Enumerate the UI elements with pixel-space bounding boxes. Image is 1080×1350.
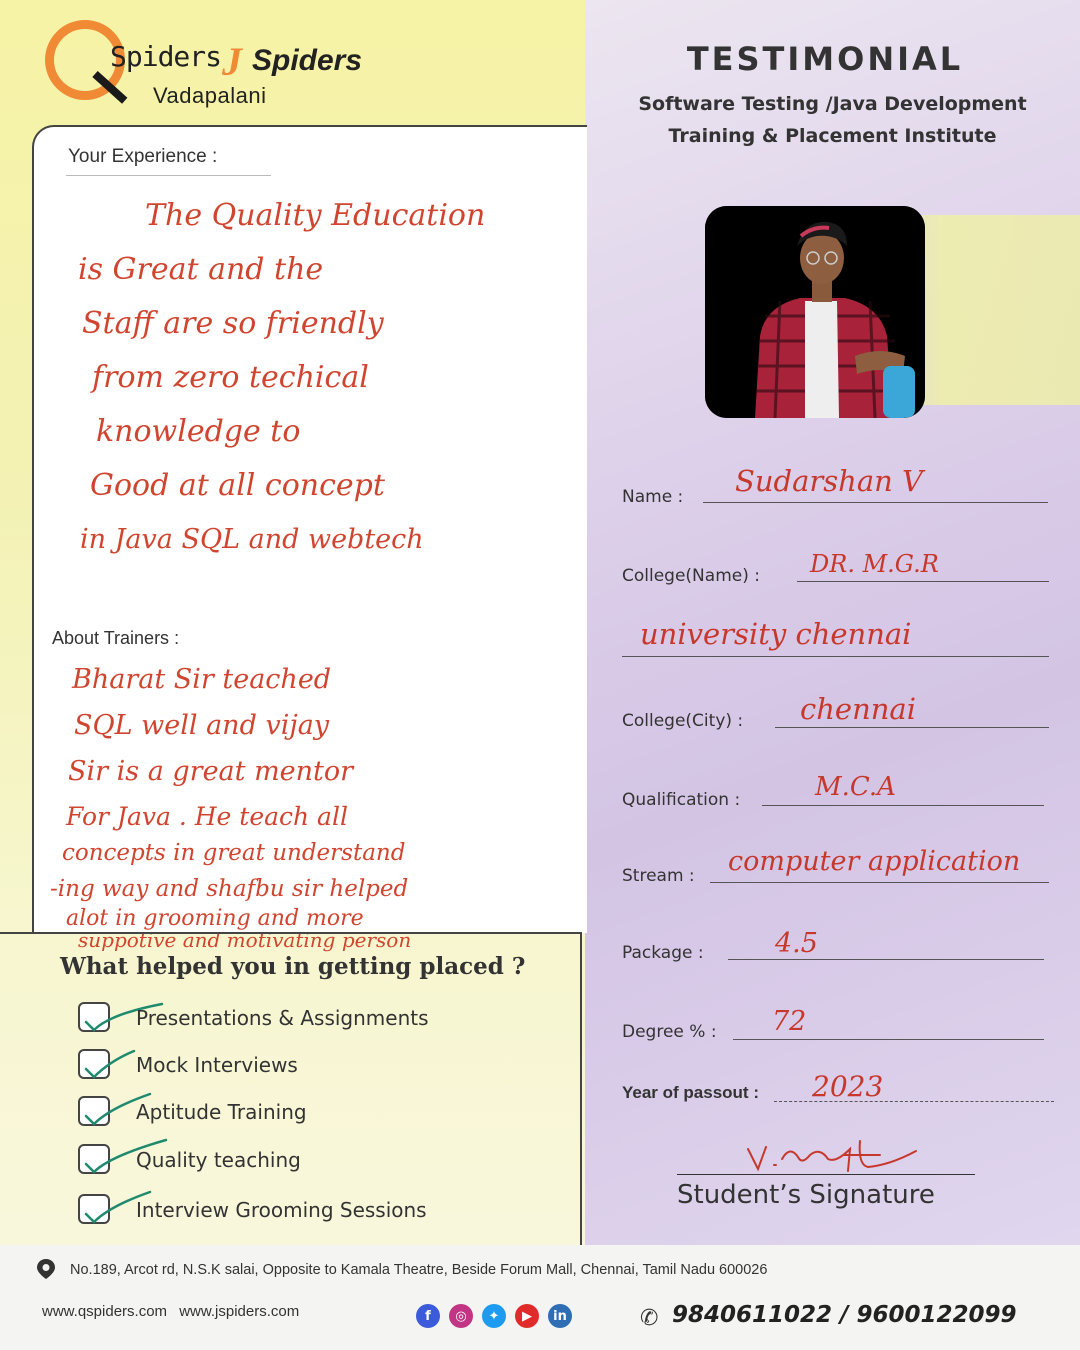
experience-line: Staff are so friendly xyxy=(82,306,384,341)
logo-jspiders-text: Spiders xyxy=(252,44,363,77)
experience-line: is Great and the xyxy=(78,252,324,287)
year-label: Year of passout : xyxy=(622,1083,759,1102)
qualification-value: M.C.A xyxy=(815,772,896,802)
youtube-icon[interactable]: ▶ xyxy=(515,1304,539,1328)
footer-band xyxy=(0,1245,1080,1350)
helped-item-label: Interview Grooming Sessions xyxy=(136,1198,427,1222)
experience-line: Good at all concept xyxy=(90,468,385,503)
name-value: Sudarshan V xyxy=(735,464,923,498)
helped-item-label: Mock Interviews xyxy=(136,1053,298,1077)
subtitle-line-2: Training & Placement Institute xyxy=(668,125,997,147)
trainers-line: SQL well and vijay xyxy=(74,710,330,741)
degree-line xyxy=(733,1039,1044,1040)
package-value: 4.5 xyxy=(775,928,818,959)
helped-item xyxy=(78,1144,558,1178)
footer-address: No.189, Arcot rd, N.S.K salai, Opposite to Kamala Theatre, Beside Forum Mall, Chennai, Tamil Nadu 600026 xyxy=(70,1262,768,1278)
stream-label: Stream : xyxy=(622,866,695,886)
phone-icon: ✆ xyxy=(640,1305,659,1330)
helped-item xyxy=(78,1049,558,1083)
trainers-line: suppotive and motivating person xyxy=(78,928,412,952)
page-subtitle xyxy=(595,88,1070,152)
helped-item xyxy=(78,1194,558,1228)
trainers-label: About Trainers : xyxy=(52,628,180,648)
trainers-line: For Java . He teach all xyxy=(66,802,348,831)
helped-item xyxy=(78,1002,558,1036)
twitter-icon[interactable]: ✦ xyxy=(482,1304,506,1328)
logo-j-initial: J xyxy=(222,39,242,84)
student-photo-image xyxy=(705,206,925,418)
social-icons xyxy=(416,1304,572,1328)
logo-branch: Vadapalani xyxy=(153,83,267,108)
college-name-value: DR. M.G.R xyxy=(810,550,939,578)
experience-line: knowledge to xyxy=(96,414,301,449)
trainers-line: concepts in great understand xyxy=(62,840,406,866)
college-city-line xyxy=(775,727,1049,728)
instagram-icon[interactable]: ◎ xyxy=(449,1304,473,1328)
signature-label: Student’s Signature xyxy=(677,1180,935,1210)
subtitle-line-1: Software Testing /Java Development xyxy=(638,93,1027,115)
helped-item-label: Quality teaching xyxy=(136,1148,301,1172)
trainers-line: -ing way and shafbu sir helped xyxy=(50,876,409,902)
college-name-value-2: university chennai xyxy=(640,617,912,651)
package-label: Package : xyxy=(622,943,704,963)
signature-line xyxy=(677,1174,975,1175)
page-title: TESTIMONIAL xyxy=(686,40,964,78)
student-photo xyxy=(705,206,925,418)
facebook-icon[interactable]: f xyxy=(416,1304,440,1328)
trainers-line: alot in grooming and more xyxy=(66,906,364,931)
degree-value: 72 xyxy=(772,1006,807,1037)
linkedin-icon[interactable]: in xyxy=(548,1304,572,1328)
helped-item-label: Presentations & Assignments xyxy=(136,1006,429,1030)
trainers-line: Sir is a great mentor xyxy=(68,756,354,787)
experience-label-underline xyxy=(66,175,271,176)
helped-item xyxy=(78,1096,558,1130)
student-signature-image xyxy=(740,1135,930,1175)
experience-label: Your Experience : xyxy=(68,146,218,167)
location-pin-icon xyxy=(36,1258,56,1280)
experience-line: The Quality Education xyxy=(145,198,486,233)
college-name-line xyxy=(797,581,1049,582)
experience-line: from zero techical xyxy=(92,360,369,395)
year-value: 2023 xyxy=(812,1070,884,1103)
trainers-line: Bharat Sir teached xyxy=(72,664,332,695)
stream-value: computer application xyxy=(728,846,1021,877)
helped-title: What helped you in getting placed ? xyxy=(60,953,526,980)
qualification-line xyxy=(762,805,1044,806)
stream-line xyxy=(710,882,1049,883)
college-name-label: College(Name) : xyxy=(622,566,760,586)
college-name-line-2 xyxy=(622,656,1049,657)
package-line xyxy=(728,959,1044,960)
name-line xyxy=(703,502,1048,503)
footer-phone[interactable]: 9840611022 / 9600122099 xyxy=(672,1302,1017,1328)
name-label: Name : xyxy=(622,487,684,507)
helped-item-label: Aptitude Training xyxy=(136,1100,307,1124)
college-city-label: College(City) : xyxy=(622,711,744,731)
footer-websites[interactable]: www.qspiders.com www.jspiders.com xyxy=(42,1303,300,1320)
qualification-label: Qualification : xyxy=(622,790,741,810)
experience-line: in Java SQL and webtech xyxy=(80,524,424,555)
degree-label: Degree % : xyxy=(622,1022,717,1042)
college-city-value: chennai xyxy=(800,692,916,726)
logo-qspiders-text: Spiders xyxy=(110,40,222,73)
